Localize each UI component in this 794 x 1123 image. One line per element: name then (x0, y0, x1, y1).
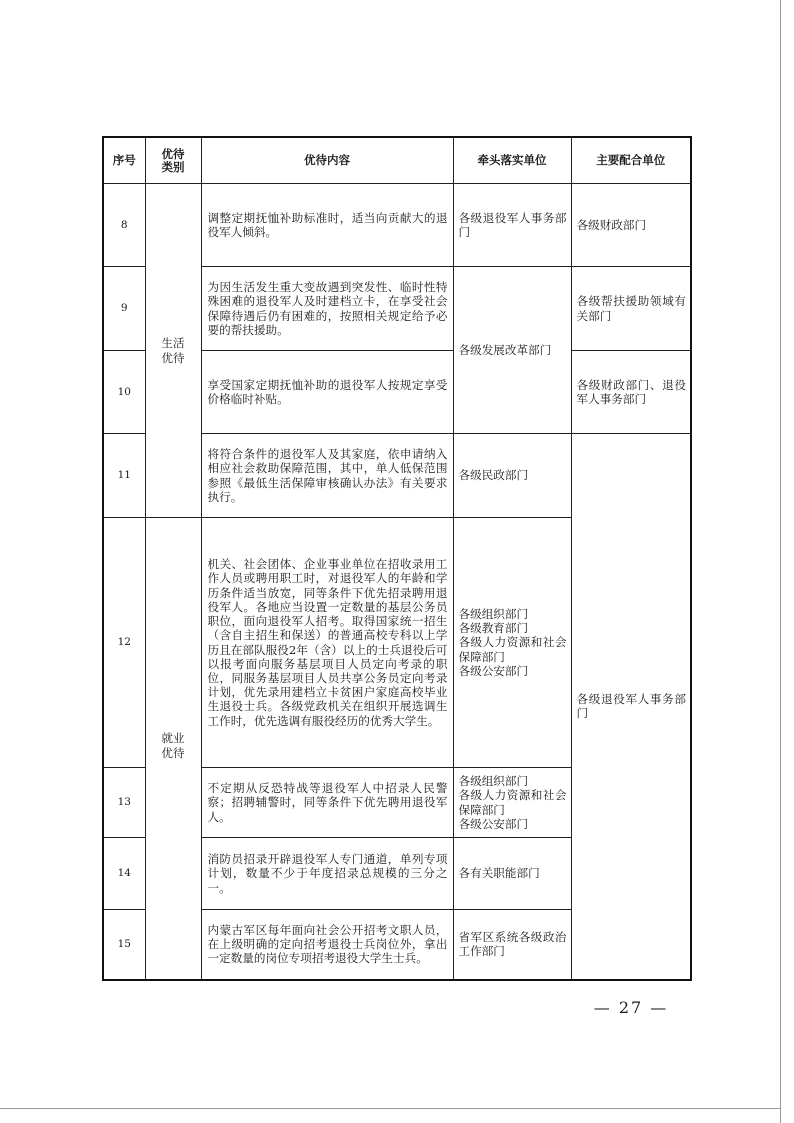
lead-unit-line: 各级公安部门 (458, 816, 529, 831)
row-seq: 12 (103, 518, 145, 768)
lead-unit-line: 各级人力资源和社会保障部门 (458, 635, 567, 664)
header-category (145, 137, 201, 184)
lead-unit-line: 各级人力资源和社会保障部门 (458, 788, 567, 817)
header-lead-unit: 牵头落实单位 (453, 137, 571, 184)
row-lead-unit: 各级退役军人事务部门 (453, 184, 571, 267)
row-seq: 14 (103, 838, 145, 910)
header-content: 优待内容 (201, 137, 453, 184)
row-seq: 13 (103, 768, 145, 838)
row-content: 为因生活发生重大变故遇到突发性、临时性特殊困难的退役军人及时建档立卡，在享受社会保障待遇后仍有困难的，按照相关规定给予必要的帮扶援助。 (201, 267, 453, 351)
row-coop-unit: 各级退役军人事务部门 (571, 434, 691, 980)
row-seq: 15 (103, 910, 145, 980)
row-lead-unit: 各有关职能部门 (453, 838, 571, 910)
preferential-treatment-table (102, 136, 692, 981)
row-seq: 8 (103, 184, 145, 267)
row-seq: 9 (103, 267, 145, 351)
table-row (103, 184, 691, 267)
header-category-text: 优待类别 (161, 146, 185, 174)
row-lead-unit: 省军区系统各级政治工作部门 (453, 910, 571, 980)
row-lead-unit: 各级民政部门 (453, 434, 571, 518)
page-edge-right (780, 0, 781, 1123)
row-coop-unit: 各级财政部门、退役军人事务部门 (571, 351, 691, 434)
category-employment-text: 就业优待 (161, 731, 185, 760)
row-seq: 11 (103, 434, 145, 518)
lead-unit-line: 各级公安部门 (458, 663, 529, 678)
category-life-text: 生活优待 (161, 335, 185, 365)
lead-unit-line: 各级组织部门 (458, 774, 529, 789)
row-content: 调整定期抚恤补助标准时，适当向贡献大的退役军人倾斜。 (201, 184, 453, 267)
row-content: 享受国家定期抚恤补助的退役军人按规定享受价格临时补贴。 (201, 351, 453, 434)
table-header-row (103, 137, 691, 184)
row-coop-unit: 各级财政部门 (571, 184, 691, 267)
page-number: — 27 — (593, 998, 669, 1017)
row-content: 内蒙古军区每年面向社会公开招考文职人员，在上级明确的定向招考退役士兵岗位外，拿出一定数量的岗位专项招考退役大学生士兵。 (201, 910, 453, 980)
category-employment (145, 518, 201, 980)
header-seq: 序号 (103, 137, 145, 184)
row-seq: 10 (103, 351, 145, 434)
row-content: 不定期从反恐特战等退役军人中招录人民警察；招聘辅警时，同等条件下优先聘用退役军人。 (201, 768, 453, 838)
row-coop-unit: 各级帮扶援助领域有关部门 (571, 267, 691, 351)
row-lead-unit (453, 518, 571, 768)
category-life (145, 184, 201, 518)
page-edge-bottom (0, 1108, 781, 1109)
row-lead-unit: 各级发展改革部门 (453, 267, 571, 434)
row-content: 机关、社会团体、企业事业单位在招收录用工作人员或聘用职工时，对退役军人的年龄和学历条件适当放宽，同等条件下优先招录聘用退役军人。各地应当设置一定数量的基层公务员职位，面向退役军人招考。取得国家统一招生（含自主招生和保送）的普通高校专科以上学历且在部队服役2年（含）以上的士兵退役后可以报考面向服务基层项目人员定向考录的职位，同服务基层项目人员共享公务员定向考录计划，优先录用建档立卡贫困户家庭高校毕业生退役士兵。各级党政机关在组织开展选调生工作时，优先选调有服役经历的优秀大学生。 (201, 518, 453, 768)
lead-unit-line: 各级教育部门 (458, 621, 529, 636)
row-lead-unit (453, 768, 571, 838)
row-content: 将符合条件的退役军人及其家庭，依申请纳入相应社会救助保障范围，其中，单人低保范围参照《最低生活保障审核确认办法》有关要求执行。 (201, 434, 453, 518)
row-content: 消防员招录开辟退役军人专门通道，单列专项计划，数量不少于年度招录总规模的三分之一。 (201, 838, 453, 910)
lead-unit-line: 各级组织部门 (458, 606, 529, 621)
header-coop-unit: 主要配合单位 (571, 137, 691, 184)
